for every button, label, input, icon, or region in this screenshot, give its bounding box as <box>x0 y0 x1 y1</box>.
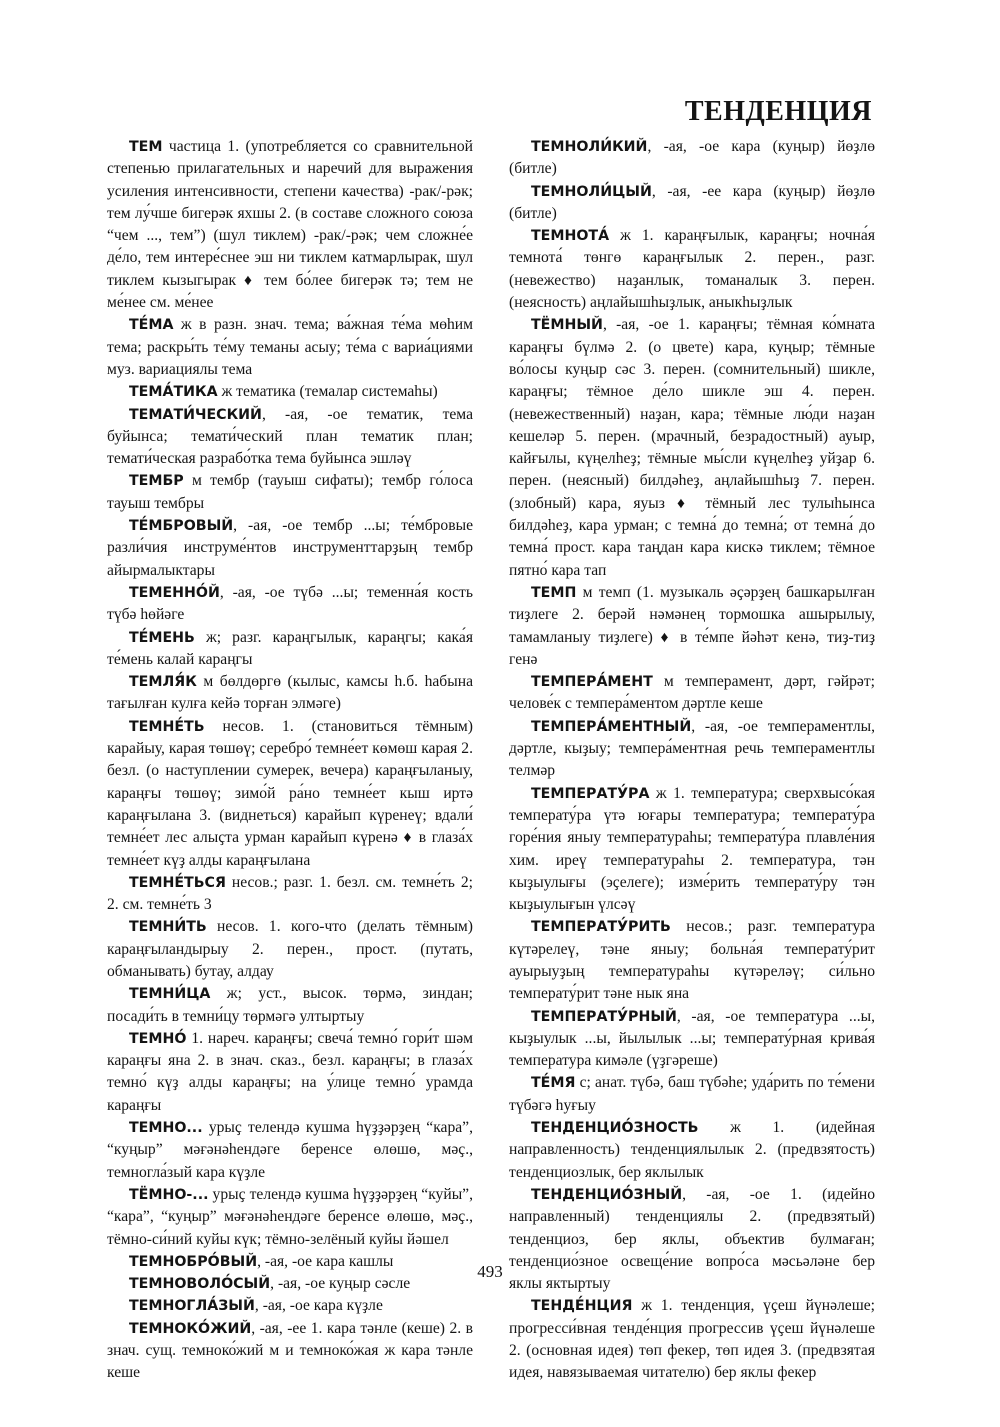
entry-headword: ТЕМНОЛИ́ЦЫЙ <box>531 183 652 200</box>
entry-text: , -ая, -ое 1. (идейно направленный) тенденциялы 2. (предвзятый) тенденциоз, бер яклы, объектив булмаған; тенденцио́зное освеще́ние вопро́са мәсьәләне бер яклы яктыртыу <box>509 1185 875 1293</box>
dictionary-entry <box>107 1318 473 1385</box>
entry-text: , -ая, -ое темпераментлы, дәртле, кыҙыу; темпера́ментная речь темпераментлы телмәр <box>509 717 875 780</box>
dictionary-entry <box>509 783 875 917</box>
entry-headword: ТЕМАТИ́ЧЕСКИЙ <box>129 406 262 423</box>
entry-headword: ТЕМПЕРАТУ́РА <box>531 785 650 802</box>
entry-headword: ТЕ́МЕНЬ <box>129 629 195 646</box>
dictionary-entry <box>107 404 473 471</box>
entry-text: несов. 1. (становиться тёмным) карайыу, карая төшөү; серебро́ темне́ет көмөш карая 2. безл. (о наступлении сумерек, вечера) караңғыланыу, караңғы төшөү; зимо́й ра́но темне́ет кыш иртә караңғылана 3. (виднеться) карайып күренеү; вдали́ темне́ет лес алыҫта урман карайып күренә ♦ в глаза́х темне́ет күҙ алды караңғылана <box>107 717 473 869</box>
entry-headword: ТЁМНЫЙ <box>531 317 603 334</box>
dictionary-entry <box>107 515 473 582</box>
dictionary-entry <box>509 671 875 716</box>
dictionary-entry <box>107 1184 473 1251</box>
entry-headword: ТЕМПЕРА́МЕНТНЫЙ <box>531 718 692 735</box>
entry-text: м тембр (тауыш сифаты); тембр го́лоса тауыш тембры <box>107 472 473 512</box>
dictionary-entry <box>509 1295 875 1384</box>
dictionary-entry <box>107 627 473 672</box>
entry-text: м бөлдөргө (кылыс, камсы һ.б. һабына тағылған кулға кейә торған элмәге) <box>107 673 473 713</box>
entry-headword: ТЕНДЕ́НЦИЯ <box>531 1298 633 1315</box>
entry-headword: ТЕНДЕНЦИО́ЗНЫЙ <box>531 1186 683 1203</box>
entry-headword: ТЕМНОЛИ́КИЙ <box>531 139 648 155</box>
entry-text: , -ая, -ое кара (куңыр) йөҙлө (битле) <box>509 138 875 178</box>
entry-headword: ТЕМНОВОЛО́СЫЙ <box>129 1276 271 1293</box>
dictionary-entry <box>107 381 473 403</box>
entry-text: , -ая, -ее 1. кара тәнле (кеше) 2. в знач. сущ. темноко́жий м и темноко́жая ж кара тәнле кеше <box>107 1319 473 1382</box>
dictionary-entry <box>107 136 473 314</box>
entry-headword: ТЕ́МА <box>129 317 174 334</box>
entry-headword: ТЕМПЕРАТУ́РНЫЙ <box>531 1008 677 1025</box>
entry-text: ж в разн. знач. тема; ва́жная те́ма мөһим тема; раскры́ть те́му теманы асыу; те́ма с вариа́циями муз. вариациялы тема <box>107 316 473 378</box>
dictionary-entry <box>509 136 875 181</box>
running-title: ТЕНДЕНЦИЯ <box>684 96 872 127</box>
entry-text: урыҫ телендә кушма һүҙҙәрҙең “кара”, “куңыр” мәғәнәһендәге беренсе өлөшө, мәҫ., темногла́зый кара күҙле <box>107 1119 473 1181</box>
entry-headword: ТЁМНО-... <box>129 1186 209 1203</box>
entry-headword: ТЕНДЕНЦИО́ЗНОСТЬ <box>531 1120 699 1137</box>
entry-text: ж; уст., высок. төрмә, зиндан; посади́ть в темни́цу төрмәгә ултыртыу <box>107 985 473 1025</box>
entry-headword: ТЕМЕННО́Й <box>129 584 220 601</box>
entry-text: , -ая, -ое 1. караңғы; тёмная ко́мната караңғы бүлмә 2. (о цвете) кара, куңыр; тёмные во́лосы куңыр сәс 3. перен. (сомнительный) шикле, караңғы; тёмное де́ло шикле эш 4. перен. (невежественный) наҙан, кара; тёмные лю́ди наҙан кешеләр 5. перен. (мрачный, безрадостный) ауыр, кайғылы, күңелһеҙ; тёмные мы́сли күңелһеҙ уйҙар 6. перен. (неясный) билдәһеҙ, аңлайышһыҙ 7. перен. (злобный) кара, яуыз ♦ тёмный лес тулыһынса билдәһеҙ, кара урман; с темна́ до темна́; от темна́ до темна́ прост. кара таңдан кара кискә тиклем; тёмное пятно́ кара тап <box>509 316 875 579</box>
entry-headword: ТЕМ <box>129 139 163 155</box>
entry-headword: ТЕМНОГЛА́ЗЫЙ <box>129 1298 255 1315</box>
entry-headword: ТЕМПЕРАТУ́РИТЬ <box>531 919 671 936</box>
entry-text: ж 1. тенденция, үҫеш йүнәлеше; прогресси́вная тенде́нция прогрессив үҫеш йүнәлеше 2. (основная идея) төп фекер, төп идея 3. (предвзятая идея, навязываемая читателю) бер яклы фекер <box>509 1297 875 1382</box>
dictionary-entry <box>107 582 473 627</box>
dictionary-entry <box>107 314 473 381</box>
entry-text: , -ая, -ое тематик, тема буйынса; темати́ческий план тематик план; темати́ческая разрабо́тка тема буйынса эшләү <box>107 405 473 468</box>
dictionary-entry <box>509 181 875 226</box>
entry-headword: ТЕМПЕРА́МЕНТ <box>531 674 653 691</box>
dictionary-entry <box>107 671 473 716</box>
entry-text: частица 1. (употребляется со сравнительной степенью прилагательных и наречий для выражения усиления интенсивности, степени качества) -рак/-рәк; тем лу́чше бигерәк яхшы 2. (в составе сложного союза “чем ..., тем”) (шул тиклем) -рак/-рәк; чем сложне́е де́ло, тем интере́снее эш ни тиклем катмарлырак, шул тиклем кызыгырак ♦ тем бо́лее бигерәк тә; тем не ме́нее см. ме́нее <box>107 138 473 312</box>
dictionary-entry <box>509 225 875 314</box>
entry-text: несов.; разг. 1. безл. см. темне́ть 2; 2. см. темне́ть 3 <box>107 873 473 914</box>
dictionary-entry <box>107 470 473 515</box>
dictionary-entry <box>509 1006 875 1073</box>
entry-text: , -ая, -ое түбә ...ы; теменна́я кость түбә һөйәге <box>107 583 473 624</box>
entry-headword: ТЕМНИ́ТЬ <box>129 919 207 936</box>
entry-headword: ТЕМНО... <box>129 1120 203 1137</box>
left-column <box>107 136 473 1385</box>
dictionary-entry <box>107 1028 473 1117</box>
dictionary-entry <box>509 314 875 582</box>
dictionary-entry <box>107 1295 473 1317</box>
entry-text: с; анат. түбә, баш түбәһе; уда́рить по те́мени түбәгә һуғыу <box>509 1074 875 1114</box>
entry-headword: ТЕ́МЯ <box>531 1075 576 1092</box>
entry-headword: ТЕМНО́ <box>129 1030 187 1047</box>
entry-text: , -ая, -ое куңыр сәсле <box>270 1275 411 1293</box>
entry-headword: ТЕМНОКО́ЖИЙ <box>129 1320 252 1337</box>
page-number: 493 <box>477 1262 503 1281</box>
dictionary-entry <box>509 582 875 671</box>
entry-text: , -ая, -ое кара кашлы <box>257 1252 394 1270</box>
dictionary-entry <box>107 872 473 917</box>
entry-headword: ТЕМНЕ́ТЬСЯ <box>129 874 226 891</box>
dictionary-entry <box>107 983 473 1028</box>
dictionary-entry <box>509 1072 875 1117</box>
entry-text: 1. нареч. караңғы; свеча́ темно́ гори́т шәм караңғы яна 2. в знач. сказ., безл. караңғы; в глаза́х темно́ күҙ алды караңғы; на у́лице темно́ урамда караңғы <box>107 1029 473 1114</box>
dictionary-entry <box>509 716 875 783</box>
entry-text: м темп (1. музыкаль әҫәрҙең башкарылған тиҙлеге 2. берәй нәмәнең тормошка ашырылыу, тамамланыу тиҙлеге) ♦ в те́мпе йәһәт кенә, тиҙ-тиҙ генә <box>509 583 875 668</box>
entry-headword: ТЕМП <box>531 584 577 601</box>
right-column <box>509 136 875 1385</box>
dictionary-entry <box>509 916 875 1005</box>
entry-headword: ТЕМНЕ́ТЬ <box>129 718 205 735</box>
dictionary-entry <box>107 916 473 983</box>
entry-headword: ТЕМА́ТИКА <box>129 384 218 401</box>
entry-headword: ТЕ́МБРОВЫЙ <box>129 518 234 535</box>
entry-text: , -ая, -ое тембр ...ы; те́мбровые разли́чия инструме́нтов инструменттарҙың тембр айырмалыктары <box>107 517 473 579</box>
dictionary-entry <box>107 716 473 872</box>
entry-text: ж 1. температура; сверхвысо́кая температу́ра үтә юғары температура; температу́ра горе́ния яныу температураһы; температу́ра плавле́ния хим. иреү температураһы 2. температура, тән кыҙыулығы (эҫелеге); изме́рить температу́ру тән кыҙыулығын үлсәү <box>509 784 875 914</box>
entry-text: м темперамент, дәрт, гәйрәт; челове́к с темпера́ментом дәртле кеше <box>509 673 875 713</box>
entry-text: несов.; разг. температура күтәрелеү, тәне яныу; больна́я температу́рит ауырыуҙың температураһы күтәреләү; си́льно температу́рит тәне нык яна <box>509 918 875 1003</box>
entry-text: ж; разг. караңгылык, караңгы; кака́я те́мень калай караңгы <box>107 628 473 668</box>
entry-text: , -ая, -ое кара күҙле <box>254 1297 383 1315</box>
entry-headword: ТЕМНИ́ЦА <box>129 986 211 1003</box>
entry-text: , -ая, -ее кара (куңыр) йөҙлө (битле) <box>509 182 875 222</box>
entry-headword: ТЕМНОТА́ <box>531 228 610 245</box>
entry-text: урыҫ телендә кушма һүҙҙәрҙең “куйы”, “кара”, “куңыр” мәғәнәһендәге беренсе өлөшө, мәҫ., тёмно-си́ний куйы күк; тёмно-зелёный куйы йәшел <box>107 1185 473 1248</box>
dictionary-entry <box>509 1117 875 1184</box>
entry-headword: ТЕМНОБРО́ВЫЙ <box>129 1253 258 1270</box>
entry-text: несов. 1. кого-что (делать тёмным) караңғыландырыу 2. перен., прост. (путать, обманывать) бутау, алдау <box>107 918 473 980</box>
entry-text: ж 1. караңғылык, караңғы; ночна́я темнота́ төнгө караңғылык 2. перен., разг. (невежество) наҙанлык, томаналык 3. перен. (неясность) аңлайышһыҙлык, аныкһыҙлык <box>509 227 875 312</box>
entry-headword: ТЕМЛЯ́К <box>129 674 197 691</box>
entry-headword: ТЕМБР <box>129 473 184 490</box>
entry-text: ж тематика (темалар системаһы) <box>217 383 438 401</box>
entry-text: , -ая, -ое температура ...ы, кыҙыулык ...ы, йылылык ...ы; температу́рная крива́я температура кимәле (үҙгәреше) <box>509 1007 875 1070</box>
dictionary-entry <box>107 1117 473 1184</box>
entry-text: ж 1. (идейная направленность) тенденциялылык 2. (предвзятость) тенденциозлык, бер яклылык <box>509 1119 875 1181</box>
